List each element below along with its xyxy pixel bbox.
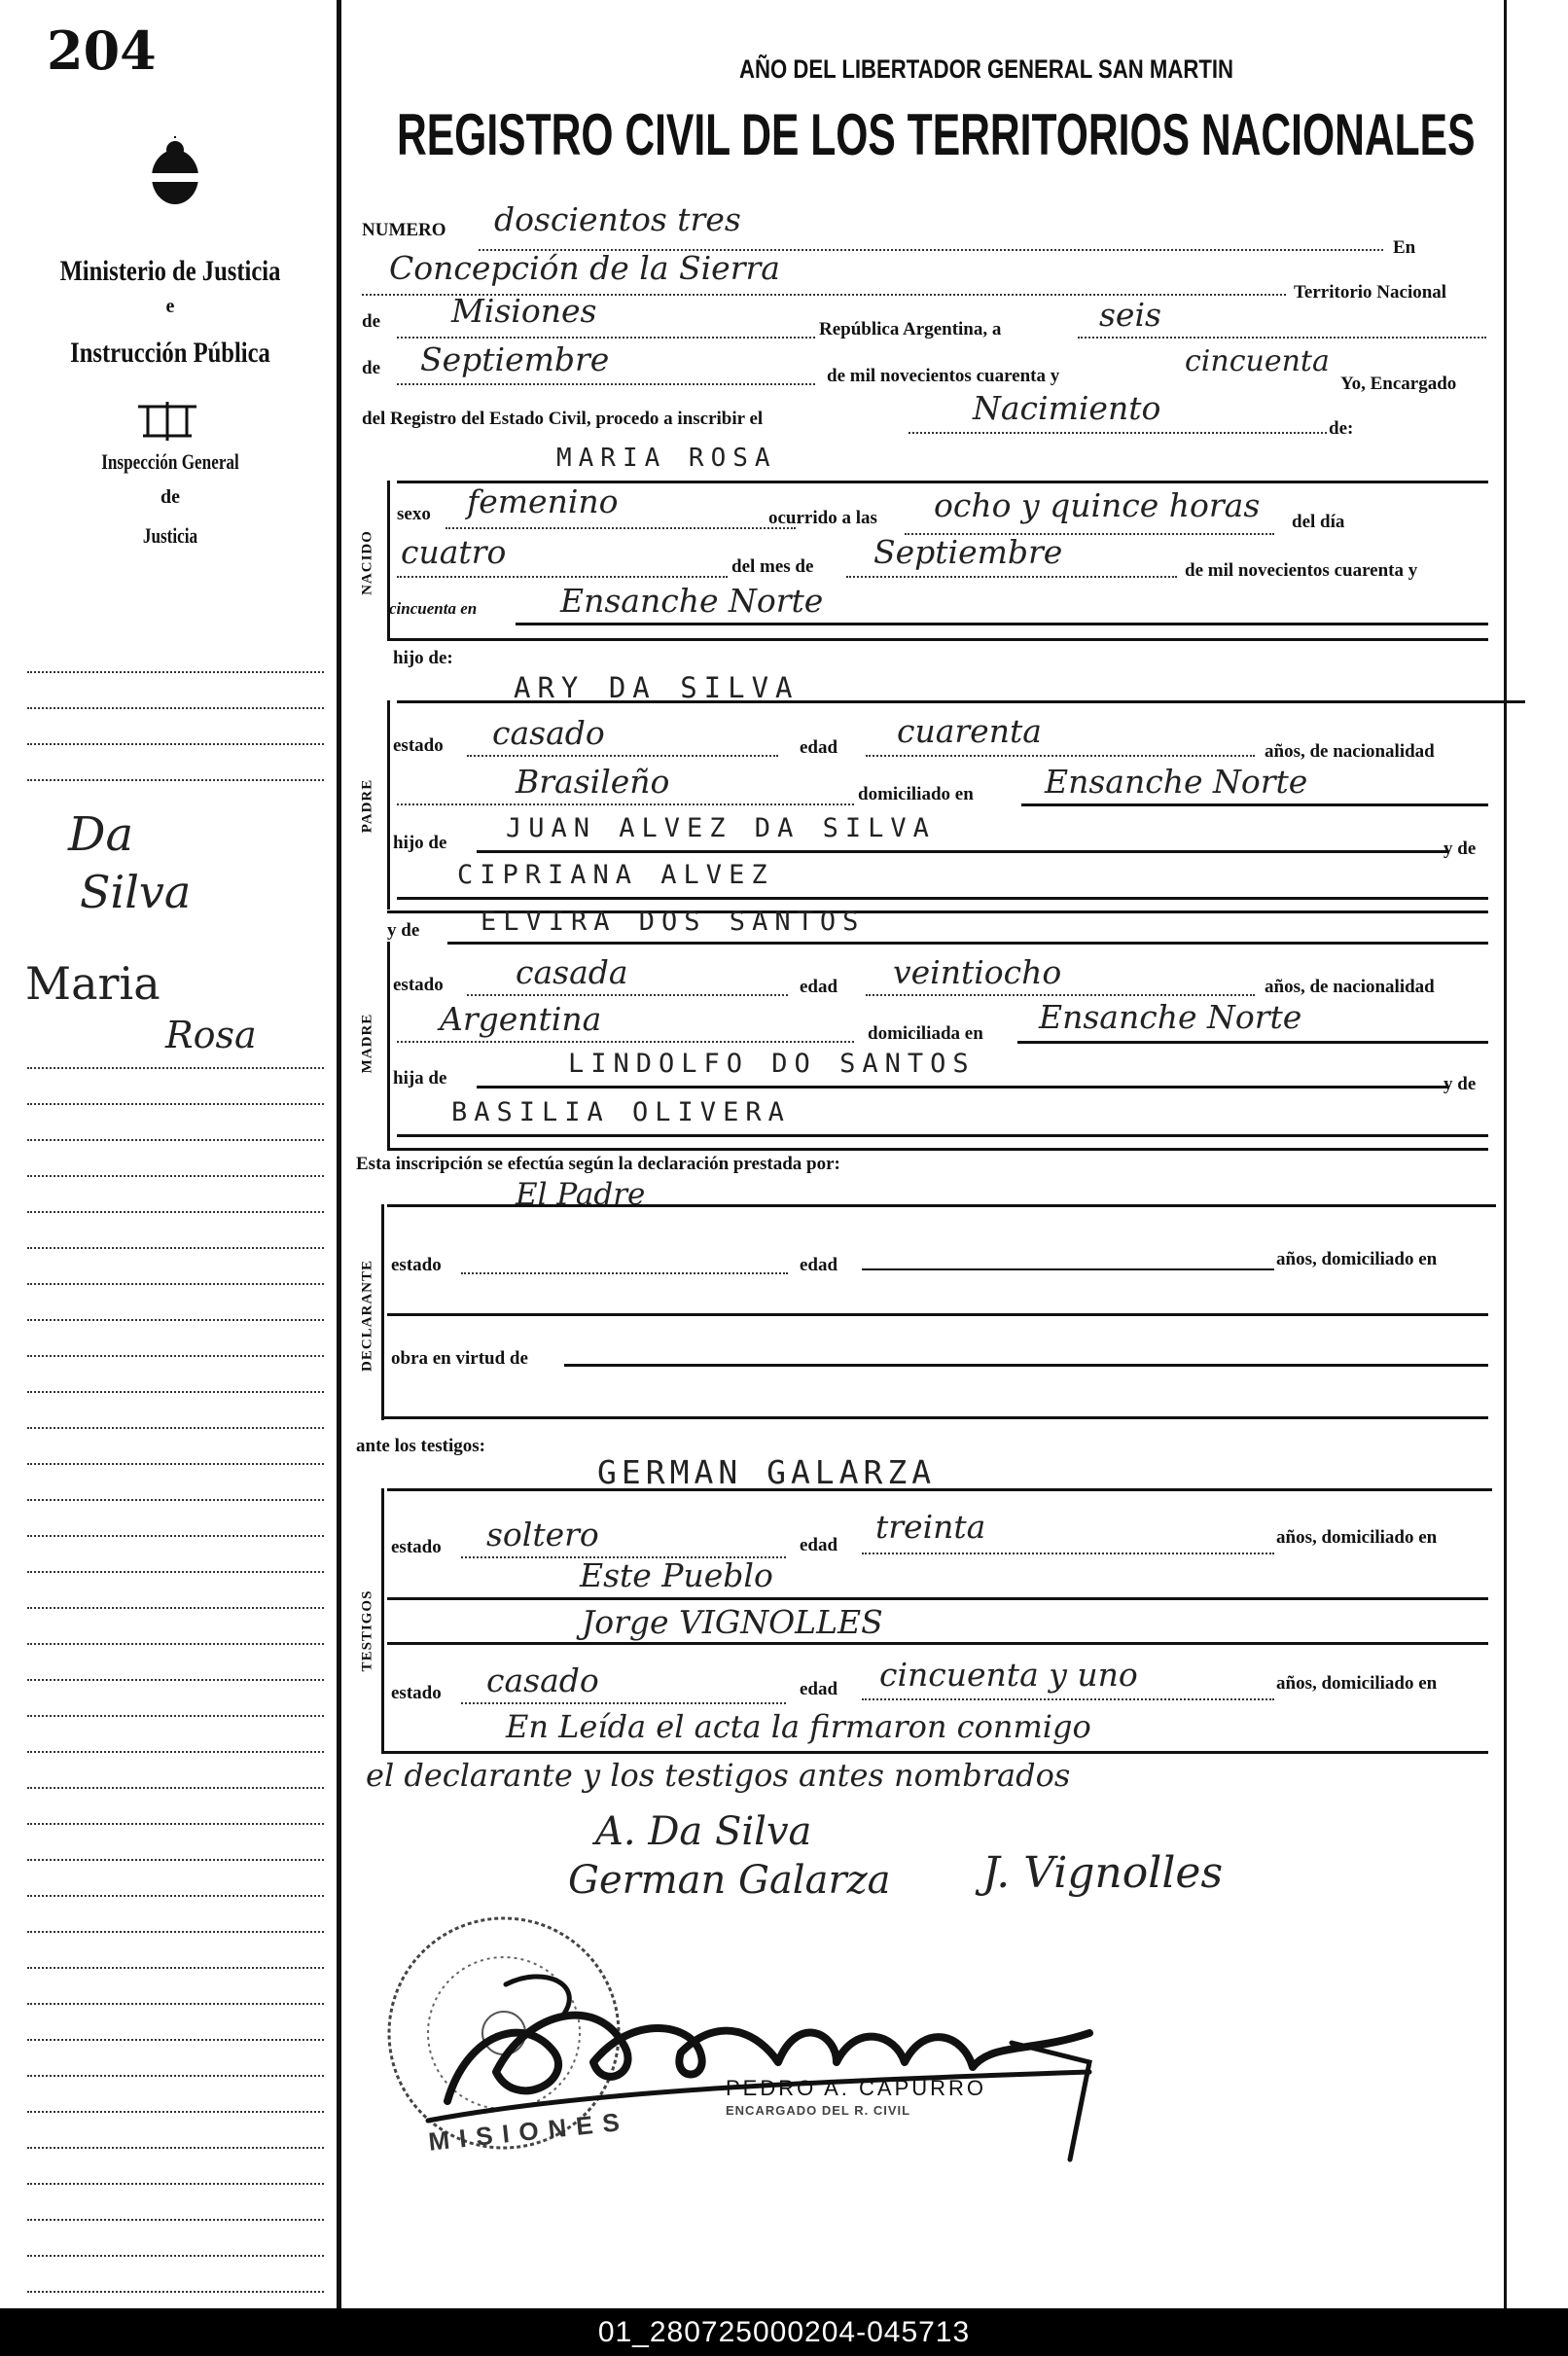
nacido-place-value: Ensanche Norte — [560, 582, 824, 620]
padre-top-rule — [397, 700, 1525, 703]
madre-domicilio-value: Ensanche Norte — [1039, 998, 1302, 1036]
testigos-intro-label: ante los testigos: — [356, 1436, 485, 1456]
witness1-estado-value: soltero — [486, 1516, 599, 1553]
declarante-edad-rule — [862, 1268, 1274, 1270]
madre-name-value: ELVIRA DOS SANTOS — [481, 907, 866, 937]
madre-edad-value: veintiocho — [893, 953, 1062, 991]
margin-ruling-line — [27, 1715, 324, 1717]
madre-father-value: LINDOLFO DO SANTOS — [568, 1049, 976, 1079]
declarante-estado-label: estado — [391, 1255, 442, 1275]
padre-hijo-label: hijo de — [393, 833, 447, 853]
padre-father-value: JUAN ALVEZ DA SILVA — [506, 813, 936, 843]
padre-estado-label: estado — [393, 735, 444, 756]
margin-ruling-line — [27, 2147, 324, 2149]
margin-ruling-line — [27, 743, 324, 745]
margin-name-note-2: Rosa — [165, 1014, 257, 1056]
signature-2: German Galarza — [568, 1858, 891, 1903]
month-dotline — [397, 383, 815, 385]
official-signature-icon — [409, 1955, 1128, 2179]
margin-ruling-line — [27, 1823, 324, 1825]
madre-domicilio-rule — [1017, 1041, 1488, 1044]
official-title: ENCARGADO DEL R. CIVIL — [726, 2103, 911, 2118]
padre-edad-dotline — [866, 755, 1255, 757]
margin-ruling-line — [27, 1931, 324, 1933]
margin-ruling-line — [27, 2075, 324, 2077]
obra-label: obra en virtud de — [391, 1348, 528, 1369]
nacido-section-label: NACIDO — [359, 530, 375, 595]
declarante-edad-label: edad — [800, 1255, 838, 1275]
ministry-line-2: e — [165, 296, 175, 317]
numero-label: NUMERO — [362, 220, 446, 240]
sexo-label: sexo — [397, 504, 431, 524]
ocurrido-label: ocurrido a las — [768, 508, 877, 528]
witness2-estado-value: casado — [486, 1661, 599, 1699]
margin-ruling-line — [27, 1319, 324, 1321]
witness1-edad-label: edad — [800, 1535, 838, 1555]
de-label: de — [362, 311, 380, 332]
month-value: Septiembre — [420, 340, 610, 378]
padre-nationality-value: Brasileño — [516, 763, 670, 801]
madre-section-label: MADRE — [359, 1013, 375, 1074]
madre-bracket — [387, 942, 390, 1148]
padre-anos-label: años, de nacionalidad — [1265, 741, 1435, 762]
testigos-section-label: TESTIGOS — [359, 1589, 375, 1672]
witness1-edad-dotline — [862, 1553, 1274, 1554]
testigos-bottom-rule — [381, 1751, 1488, 1754]
margin-ruling-line — [27, 1391, 324, 1393]
witness2-edad-label: edad — [800, 1679, 838, 1699]
madre-bottom-rule — [387, 1148, 1488, 1151]
territory-dotline — [397, 337, 815, 339]
year-motto: AÑO DEL LIBERTADOR GENERAL SAN MARTIN — [739, 54, 1234, 84]
margin-ruling-line — [27, 2219, 324, 2221]
padre-y-de-label: y de — [1443, 839, 1477, 859]
margin-surname-note-1: Da — [68, 807, 134, 862]
right-border — [1504, 0, 1507, 2308]
place-value: Concepción de la Sierra — [389, 249, 780, 287]
madre-mother-rule — [397, 1134, 1488, 1137]
witness1-edad-value: treinta — [875, 1508, 986, 1546]
time-value: ocho y quince horas — [934, 486, 1261, 524]
margin-ruling-line — [27, 1967, 324, 1969]
madre-anos-label: años, de nacionalidad — [1265, 977, 1435, 997]
padre-domicilio-label: domiciliado en — [858, 784, 974, 804]
nacido-name-value: MARIA ROSA — [556, 444, 777, 473]
inspection-line-3: Justicia — [142, 523, 198, 548]
mes-label: del mes de — [731, 556, 814, 577]
madre-estado-label: estado — [393, 975, 444, 995]
margin-ruling-line — [27, 1679, 324, 1681]
margin-ruling-line — [27, 1175, 324, 1177]
nacido-day-value: cuatro — [401, 533, 507, 571]
madre-nationality-dotline — [397, 1041, 854, 1043]
margin-ruling-line — [27, 1895, 324, 1897]
ministry-line-3: Instrucción Pública — [70, 337, 270, 369]
day-dotline — [1078, 337, 1486, 339]
year-value: cincuenta — [1185, 344, 1330, 378]
margin-ruling-line — [27, 2039, 324, 2041]
witness2-domicilio-value: En Leída el acta la firmaron conmigo — [506, 1708, 1091, 1745]
witness2-name: Jorge VIGNOLLES — [582, 1603, 883, 1641]
margin-ruling-line — [27, 1607, 324, 1609]
margin-ruling-line — [27, 1067, 324, 1069]
margin-ruling-line — [27, 1499, 324, 1501]
hijo-label: hijo de: — [393, 648, 453, 668]
witness1-estado-label: estado — [391, 1537, 442, 1557]
declarante-estado-dotline — [461, 1272, 788, 1274]
day-value: seis — [1099, 296, 1161, 334]
margin-ruling-line — [27, 671, 324, 673]
madre-y-de-label: y de — [387, 920, 420, 941]
declarant-value: El Padre — [516, 1177, 646, 1212]
inspection-line-1: Inspección General — [101, 449, 239, 474]
sexo-dotline — [445, 527, 796, 529]
margin-ruling-line — [27, 1751, 324, 1753]
inspection-emblem-icon — [128, 397, 206, 446]
margin-ruling-line — [27, 1463, 324, 1465]
witness1-name: GERMAN GALARZA — [597, 1453, 937, 1491]
witness2-edad-dotline — [862, 1698, 1274, 1700]
padre-father-rule — [477, 850, 1449, 853]
ministry-line-1: Ministerio de Justicia — [59, 255, 281, 287]
nacido-day-dotline — [397, 576, 728, 578]
obra-rule — [564, 1364, 1488, 1367]
padre-name-value: ARY DA SILVA — [514, 671, 800, 704]
declarante-top-rule — [387, 1204, 1496, 1207]
padre-nationality-dotline — [397, 803, 854, 805]
margin-ruling-line — [27, 1103, 324, 1105]
margin-ruling-line — [27, 707, 324, 709]
madre-father-rule — [477, 1086, 1449, 1089]
padre-section-label: PADRE — [359, 778, 375, 834]
margin-ruling-line — [27, 2003, 324, 2005]
republica-label: República Argentina, a — [819, 319, 1002, 339]
sexo-value: femenino — [467, 482, 619, 520]
testigos-top-rule — [387, 1488, 1492, 1491]
madre-hija-label: hija de — [393, 1068, 447, 1089]
registro-label: del Registro del Estado Civil, procedo a inscribir el — [362, 409, 764, 429]
padre-edad-label: edad — [800, 737, 838, 758]
margin-ruling-line — [27, 2111, 324, 2113]
nacido-month-dotline — [846, 576, 1177, 578]
witness2-estado-label: estado — [391, 1683, 442, 1703]
madre-y-de2-label: y de — [1443, 1074, 1477, 1094]
territorio-label: Territorio Nacional — [1294, 282, 1447, 303]
margin-ruling-line — [27, 1247, 324, 1249]
testigos-bracket — [381, 1488, 384, 1753]
encargado-label: Yo, Encargado — [1340, 374, 1457, 394]
padre-mother-value: CIPRIANA ALVEZ — [457, 860, 774, 890]
margin-ruling-line — [27, 2291, 324, 2293]
act-dotline — [909, 432, 1327, 434]
margin-surname-note-2: Silva — [80, 866, 192, 918]
declarante-anos-label: años, domiciliado en — [1276, 1249, 1438, 1269]
registry-title: REGISTRO CIVIL DE LOS TERRITORIOS NACIONALES — [397, 102, 1476, 167]
madre-domicilio-label: domiciliada en — [868, 1023, 983, 1044]
margin-ruling-line — [27, 1427, 324, 1429]
inspection-line-2: de — [160, 486, 180, 508]
en-label: En — [1393, 237, 1416, 258]
margin-ruling-line — [27, 1859, 324, 1861]
witness1-domicilio-rule — [387, 1597, 1488, 1600]
margin-name-note-1: Maria — [25, 957, 160, 1010]
witness2-estado-dotline — [461, 1702, 786, 1704]
signature-3: J. Vignolles — [982, 1848, 1224, 1898]
witness2-anos-label: años, domiciliado en — [1276, 1673, 1438, 1694]
witness1-anos-label: años, domiciliado en — [1276, 1527, 1438, 1548]
witness2-name-rule — [387, 1642, 1488, 1645]
declarante-domicilio-rule — [387, 1313, 1488, 1316]
declarante-bracket — [381, 1204, 384, 1420]
padre-bracket — [387, 700, 390, 910]
numero-value: doscientos tres — [494, 200, 741, 238]
margin-ruling-line — [27, 1571, 324, 1573]
margin-ruling-line — [27, 1787, 324, 1789]
nacido-bottom-rule — [387, 638, 1488, 641]
declarante-section-label: DECLARANTE — [359, 1260, 375, 1373]
coat-of-arms-icon — [146, 136, 204, 206]
padre-estado-dotline — [467, 755, 778, 757]
margin-ruling-line — [27, 2183, 324, 2185]
nacido-year-prefix: cincuenta en — [389, 599, 478, 618]
declarante-bottom-rule — [381, 1416, 1488, 1419]
margin-ruling-line — [27, 1535, 324, 1537]
nacido-place-rule — [516, 623, 1488, 625]
margin-ruling-line — [27, 1283, 324, 1285]
witness1-domicilio-value: Este Pueblo — [580, 1556, 773, 1594]
madre-top-rule — [447, 942, 1488, 945]
madre-estado-dotline — [467, 994, 788, 996]
margin-ruling-line — [27, 1643, 324, 1645]
madre-estado-value: casada — [516, 953, 628, 991]
de2-label: de — [362, 358, 380, 378]
madre-edad-dotline — [866, 994, 1255, 996]
padre-estado-value: casado — [492, 714, 605, 752]
file-id-footer: 01_280725000204-045713 — [0, 2308, 1568, 2356]
margin-ruling-line — [27, 1139, 324, 1141]
nacido-year-label: de mil novecientos cuarenta y — [1185, 560, 1418, 581]
page-number: 204 — [47, 19, 157, 82]
territory-value: Misiones — [451, 292, 597, 330]
margin-ruling-line — [27, 1211, 324, 1213]
padre-domicilio-value: Ensanche Norte — [1045, 763, 1308, 801]
signature-1: A. Da Silva — [595, 1809, 812, 1854]
margin-ruling-line — [27, 1355, 324, 1357]
witness2-edad-value: cincuenta y uno — [879, 1656, 1138, 1694]
padre-mother-rule — [397, 897, 1488, 900]
de3-label: de: — [1329, 418, 1354, 439]
declarante-intro-label: Esta inscripción se efectúa según la declaración prestada por: — [356, 1154, 840, 1174]
official-name: PEDRO A. CAPURRO — [726, 2076, 987, 2100]
nacido-month-value: Septiembre — [873, 533, 1063, 571]
act-value: Nacimiento — [973, 389, 1161, 427]
madre-mother-value: BASILIA OLIVERA — [451, 1097, 791, 1127]
margin-ruling-line — [27, 2255, 324, 2257]
padre-domicilio-rule — [1021, 803, 1488, 806]
margin-divider — [337, 0, 341, 2308]
margin-ruling-line — [27, 779, 324, 781]
madre-nationality-value: Argentina — [440, 1000, 602, 1038]
closing-line: el declarante y los testigos antes nombrados — [366, 1757, 1071, 1794]
year-label: de mil novecientos cuarenta y — [827, 366, 1060, 386]
madre-edad-label: edad — [800, 977, 838, 997]
padre-edad-value: cuarenta — [897, 712, 1042, 750]
seal-text: MISIONES — [426, 2106, 631, 2157]
del-dia-label: del día — [1292, 512, 1345, 532]
